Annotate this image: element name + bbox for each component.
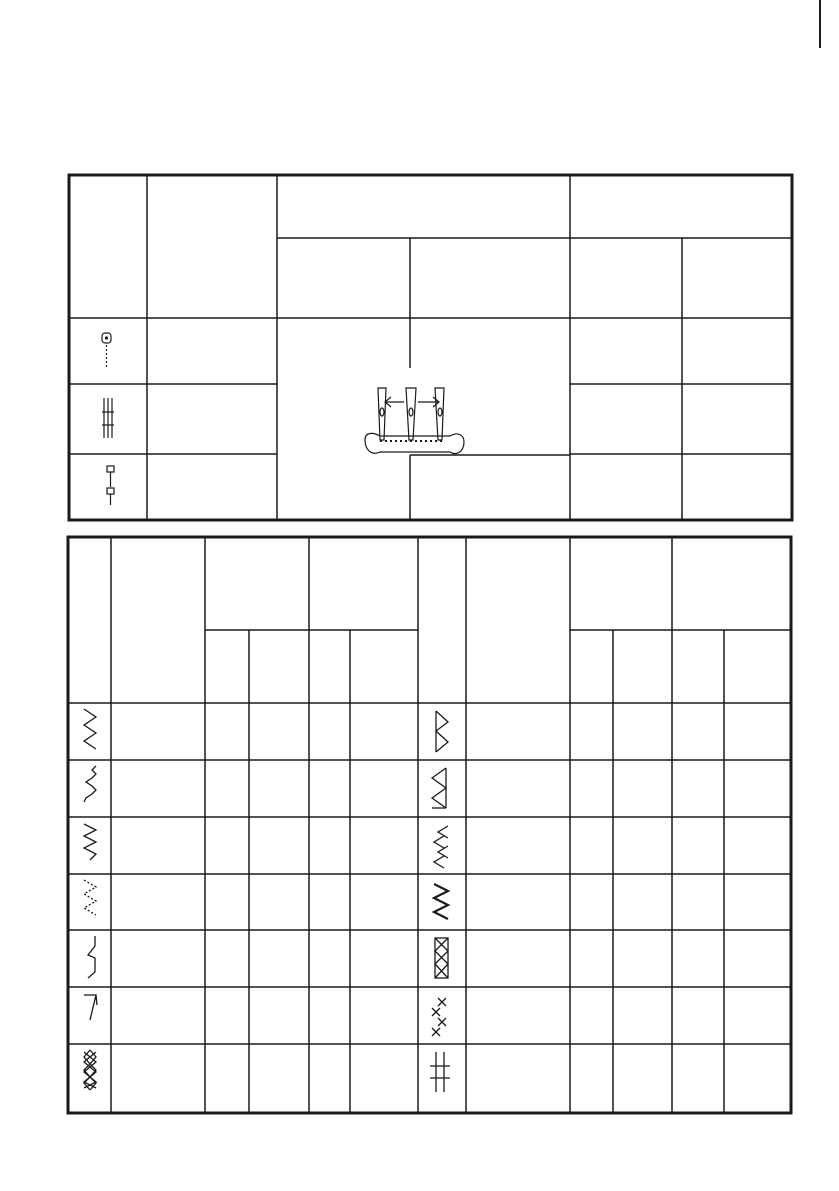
overlock-variant-icon xyxy=(432,768,446,808)
straight-stitch-table xyxy=(69,175,792,520)
dotted-zigzag-stitch-icon xyxy=(84,880,96,915)
box-overlock-icon xyxy=(435,938,448,978)
zigzag-stitch-table xyxy=(68,537,791,1113)
triple-straight-stitch-icon xyxy=(102,398,114,438)
zigzag-stitch-icon xyxy=(84,709,96,749)
ladder-stitch-icon xyxy=(430,1052,450,1092)
zigzag-variant-icon xyxy=(84,824,96,860)
cross-stitch-pattern-icon xyxy=(84,1050,96,1090)
elastic-zigzag-icon xyxy=(434,884,448,919)
multi-zigzag-stitch-icon xyxy=(84,766,96,802)
stretch-blind-hem-icon xyxy=(84,995,97,1020)
overlock-stitch-icon xyxy=(436,711,448,752)
basting-stitch-icon xyxy=(107,466,114,505)
blind-hem-stitch-icon xyxy=(88,936,95,978)
needle-position-diagram-icon xyxy=(365,388,464,454)
straight-stitch-icon xyxy=(102,333,111,368)
cross-stitch-icon xyxy=(432,998,446,1036)
feather-stitch-icon xyxy=(434,826,448,868)
